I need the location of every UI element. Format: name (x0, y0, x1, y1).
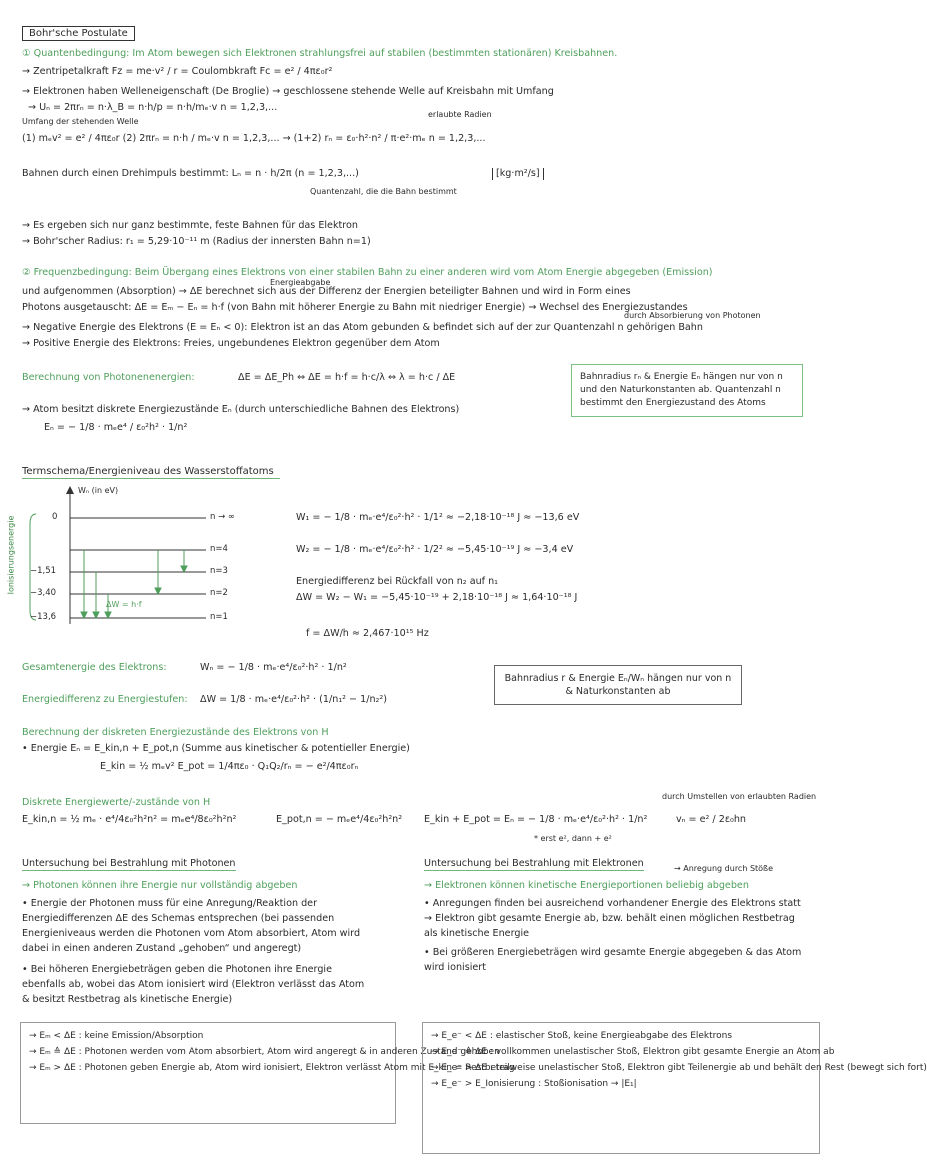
energy-formula: Eₙ = − 1/8 · mₑe⁴ / ε₀²h² · 1/n² (44, 422, 188, 433)
level-label-4: n=4 (210, 544, 228, 554)
electron-case-equal: → E_e⁻ ≙ ΔE : vollkommen unelastischer Stoß, Elektron gibt gesamte Energie an Atom ab (431, 1047, 835, 1057)
absorption-photons-note: durch Absorbierung von Photonen (624, 311, 761, 320)
frequency-formula: f = ΔW/h ≈ 2,467·10¹⁵ Hz (306, 628, 429, 639)
kin-pot-formulas: E_kin = ½ mₑv² E_pot = 1/4πε₀ · Q₁Q₂/rₙ = − e²/4πε₀rₙ (100, 761, 359, 772)
photon-case-less: → Eₘ < ΔE : keine Emission/Absorption (29, 1031, 204, 1041)
en-formula: E_kin + E_pot = Eₙ = − 1/8 · mₑ·e⁴/ε₀²·h² · 1/n² (424, 814, 648, 825)
delta-w-formula: ΔW = W₂ − W₁ = −5,45·10⁻¹⁹ + 2,18·10⁻¹⁸ J ≈ 1,64·10⁻¹⁸ J (296, 592, 578, 603)
circumference-formula: → Uₙ = 2πrₙ = n·λ_B = n·h/p = n·h/mₑ·v n = 1,2,3,... (28, 102, 278, 113)
tick-label-3: −13,6 (30, 612, 57, 622)
bohr-radius-line: → Bohr'scher Radius: r₁ = 5,29·10⁻¹¹ m (Radius der innersten Bahn n=1) (22, 236, 371, 247)
electron-cases-box (422, 1022, 927, 1154)
electron-study-title: Untersuchung bei Bestrahlung mit Elektronen (424, 858, 644, 869)
photon-study-title: Untersuchung bei Bestrahlung mit Photonen (22, 858, 236, 869)
energy-diff-label: Energiedifferenz zu Energiestufen: (22, 694, 188, 705)
electron-para-1: • Anregungen finden bei ausreichend vorhandener Energie des Elektrons statt → Elektron gibt gesamte Energie ab, bzw. behält einen möglichen Restbetrag als kinetische Energie (424, 898, 801, 939)
velocity-formula: vₙ = e² / 2ε₀hn (676, 814, 747, 825)
radius-energy-box: Bahnradius rₙ & Energie Eₙ hängen nur von n und den Naturkonstanten ab. Quantenzahl n bestimmt den Energiezustand des Atoms (571, 364, 803, 417)
level-label-3: n=3 (210, 566, 228, 576)
level-label-2: n=2 (210, 588, 228, 598)
collision-note: → Anregung durch Stöße (674, 864, 774, 873)
photon-case-greater: → Eₘ > ΔE : Photonen geben Energie ab, Atom wird ionisiert, Elektron verlässt Atom mit E_kin = Restbetrag (29, 1063, 515, 1073)
allowed-radii-note: erlaubte Radien (428, 110, 492, 119)
rearrange-note: durch Umstellen von erlaubten Radien (662, 792, 817, 801)
positive-energy-line: → Positive Energie des Elektrons: Freies, ungebundenes Elektron gegenüber dem Atom (22, 338, 440, 349)
tick-label-1: −1,51 (30, 566, 57, 576)
centripetal-force-line: → Zentripetalkraft Fz = me·v² / r = Coulombkraft Fc = e² / 4πε₀r² (22, 66, 333, 77)
photon-energy-heading: Berechnung von Photonenenergien: (22, 372, 195, 383)
energy-sum-line: • Energie Eₙ = E_kin,n + E_pot,n (Summe aus kinetischer & potentieller Energie) (22, 743, 410, 754)
quantum-number-note: Quantenzahl, die die Bahn bestimmt (310, 187, 457, 196)
w2-formula: W₂ = − 1/8 · mₑ·e⁴/ε₀²·h² · 1/2² ≈ −5,45·10⁻¹⁹ J ≈ −3,4 eV (296, 544, 574, 555)
discrete-states-line: → Atom besitzt diskrete Energiezustände Eₙ (durch unterschiedliche Bahnen des Elektrons) (22, 404, 460, 415)
fixed-orbits-line: → Es ergeben sich nur ganz bestimmte, feste Bahnen für das Elektron (22, 220, 358, 231)
photon-para-2: • Bei höheren Energiebeträgen geben die Photonen ihre Energie ebenfalls ab, wobei das Atom ionisiert wird (Elektron verlässt das Atom & besitzt Restbetrag als kinetische Energie) (22, 964, 365, 1005)
electron-arbitrary-line: → Elektronen können kinetische Energieportionen beliebig abgeben (424, 880, 749, 891)
angular-momentum-line: Bahnen durch einen Drehimpuls bestimmt: Lₙ = n · h/2π (n = 1,2,3,...) (22, 168, 359, 179)
ionisation-energy-label: Ionisierungsenergie (6, 515, 16, 595)
discrete-energy-heading: Berechnung der diskreten Energiezustände des Elektrons von H (22, 727, 329, 738)
level-label-inf: n → ∞ (210, 512, 235, 522)
quantum-condition-heading: ① Quantenbedingung: Im Atom bewegen sich Elektronen strahlungsfrei auf stabilen (bestimmten stationären) Kreisbahnen. (22, 48, 618, 59)
tick-label-0: 0 (52, 512, 58, 522)
level-label-1: n=1 (210, 612, 228, 622)
ekin-formula: E_kin,n = ½ mₑ · e⁴/4ε₀²h²n² = mₑe⁴/8ε₀²h²n² (22, 814, 237, 825)
photon-exchange-line: Photons ausgetauscht: ΔE = Eₘ − Eₙ = h·f (von Bahn mit höherer Energie zu Bahn mit niedriger Energie) → Wechsel des Energiezustandes (22, 302, 688, 313)
electron-case-less: → E_e⁻ < ΔE : elastischer Stoß, keine Energieabgabe des Elektrons (431, 1031, 733, 1041)
delta-w-label: ΔW = h·f (106, 600, 142, 609)
total-energy-formula: Wₙ = − 1/8 · mₑ·e⁴/ε₀²·h² · 1/n² (200, 662, 347, 673)
photon-energy-formula: ΔE = ΔE_Ph ⇔ ΔE = h·f = h·c/λ ⇔ λ = h·c / ΔE (238, 372, 456, 383)
absorption-line: und aufgenommen (Absorption) → ΔE berechnet sich aus der Differenz der Energien beteiligter Bahnen und wird in Form eines (22, 286, 631, 297)
order-note: * erst e², dann + e² (534, 834, 612, 843)
total-energy-label: Gesamtenergie des Elektrons: (22, 662, 167, 673)
electron-para-2: • Bei größeren Energiebeträgen wird gesamte Energie abgegeben & das Atom wird ionisiert (424, 947, 802, 973)
y-axis-label: Wₙ (in eV) (78, 486, 119, 495)
energy-release-note: Energieabgabe (270, 278, 331, 287)
photon-cases-box (20, 1022, 515, 1124)
radius-derivation: (1) mₑv² = e² / 4πε₀r (2) 2πrₙ = n·h / mₑ·v n = 1,2,3,... → (1+2) rₙ = ε₀·h²·n² / π·e²·mₑ n = 1,2,3,... (22, 133, 486, 144)
page-title: Bohr'sche Postulate (22, 26, 135, 41)
electron-case-ionisation: → E_e⁻ > E_Ionisierung : Stoßionisation → |E₁| (431, 1079, 637, 1089)
energy-diff-formula: ΔW = 1/8 · mₑ·e⁴/ε₀²·h² · (1/n₁² − 1/n₂²) (200, 694, 387, 705)
circumference-note: Umfang der stehenden Welle (22, 117, 139, 126)
frequency-condition-heading: ② Frequenzbedingung: Beim Übergang eines Elektrons von einer stabilen Bahn zu einer anderen wird vom Atom Energie abgegeben (Emission) (22, 267, 713, 278)
w1-formula: W₁ = − 1/8 · mₑ·e⁴/ε₀²·h² · 1/1² ≈ −2,18·10⁻¹⁸ J ≈ −13,6 eV (296, 512, 580, 523)
angular-momentum-unit: [kg·m²/s] (492, 168, 544, 180)
discrete-values-heading: Diskrete Energiewerte/-zustände von H (22, 797, 211, 808)
negative-energy-line: → Negative Energie des Elektrons (E = Eₙ < 0): Elektron ist an das Atom gebunden & befindet sich auf der zur Quantenzahl n gehörigen Bahn (22, 322, 703, 333)
wave-property-line: → Elektronen haben Welleneigenschaft (De Broglie) → geschlossene stehende Welle auf Kreisbahn mit Umfang (22, 86, 554, 97)
naturkonstanten-box: Bahnradius r & Energie Eₙ/Wₙ hängen nur von n & Naturkonstanten ab (494, 665, 742, 705)
photon-complete-line: → Photonen können ihre Energie nur vollständig abgeben (22, 880, 298, 891)
photon-para-1: • Energie der Photonen muss für eine Anregung/Reaktion der Energiedifferenzen ΔE des Schemas entsprechen (bei passenden Energieniveaus werden die Photonen vom Atom absorbiert, Atom wird dabei in einen anderen Zustand „gehoben“ und angeregt) (22, 898, 361, 954)
term-scheme-title: Termschema/Energieniveau des Wasserstoffatoms (22, 465, 280, 479)
epot-formula: E_pot,n = − mₑe⁴/4ε₀²h²n² (276, 814, 403, 825)
energy-difference-label: Energiedifferenz bei Rückfall von n₂ auf n₁ (296, 576, 499, 587)
y-axis (66, 486, 74, 624)
photon-case-equal: → Eₘ ≙ ΔE : Photonen werden vom Atom absorbiert, Atom wird angeregt & in anderen Zustand gehoben (29, 1047, 500, 1057)
electron-case-greater: → E_e⁻ > ΔE : teilweise unelastischer Stoß, Elektron gibt Teilenergie ab und behält den Rest (bewegt sich fort) (431, 1063, 927, 1073)
tick-label-2: −3,40 (30, 588, 57, 598)
